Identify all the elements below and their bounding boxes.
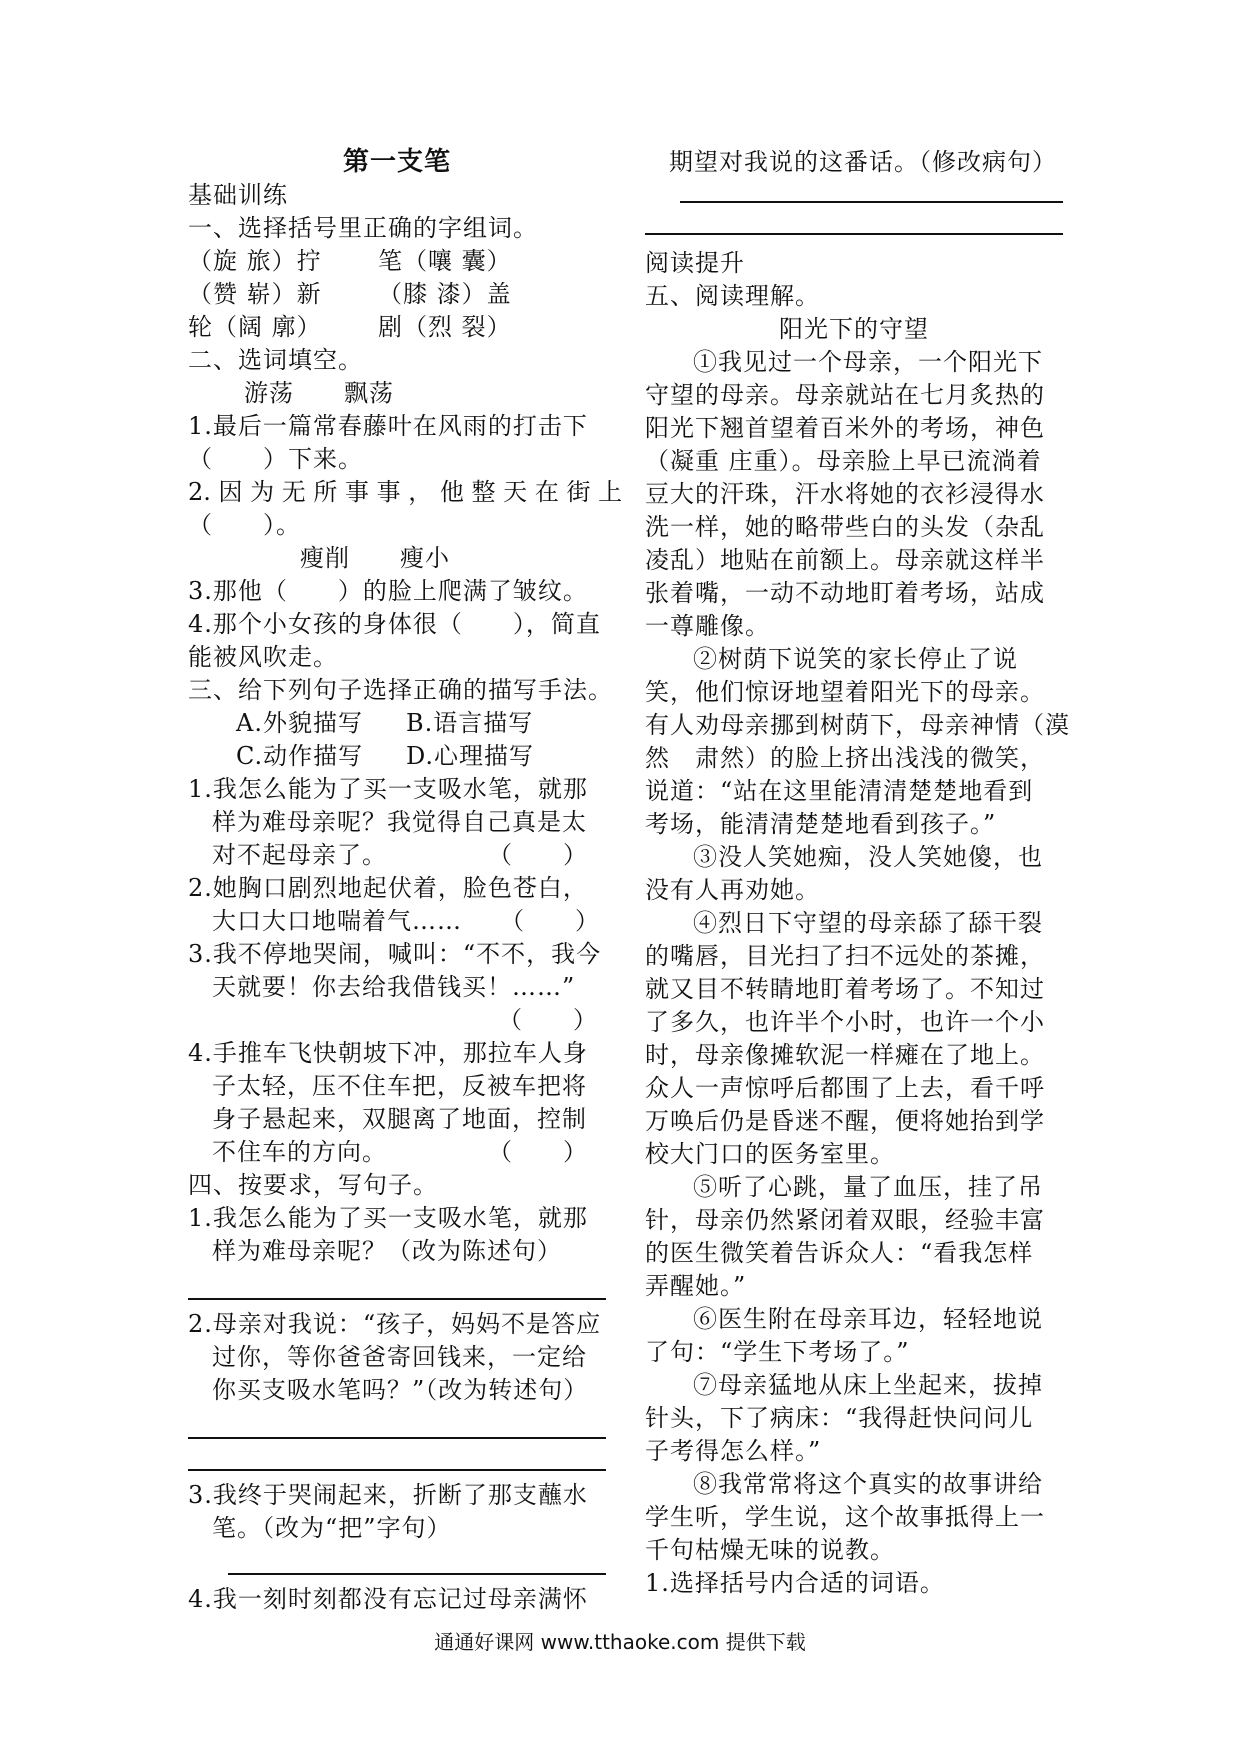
q1-heading: 一、选择括号里正确的字组词。	[188, 214, 538, 242]
q3-item-1-line-3: 对不起母亲了。 （ ）	[212, 841, 588, 869]
q2-word-bank-2: 瘦削 瘦小	[300, 544, 450, 572]
paragraph-line: 笑，他们惊讶地望着阳光下的母亲。	[645, 678, 1045, 706]
paragraph-line: 众人一声惊呼后都围了上去，看千呼	[645, 1074, 1045, 1102]
q1-row	[188, 311, 606, 344]
q4-heading: 四、按要求，写句子。	[188, 1171, 438, 1199]
paragraph-line: 时，母亲像摊软泥一样瘫在了地上。	[645, 1041, 1045, 1069]
q1-row	[188, 278, 606, 311]
q1-item: 笔（嚷 囊）	[378, 247, 512, 275]
paragraph-line: 的医生微笑着告诉众人：“看我怎样	[645, 1239, 1034, 1267]
paragraph-line: 千句枯燥无味的说教。	[645, 1536, 895, 1564]
paragraph-line: 了句：“学生下考场了。”	[645, 1338, 910, 1366]
paragraph-line: 有人劝母亲挪到树荫下，母亲神情（漠	[645, 711, 1070, 739]
q2-heading: 二、选词填空。	[188, 346, 363, 374]
paragraph-line: 守望的母亲。母亲就站在七月炙热的	[645, 381, 1045, 409]
q1-item: （赞 崭）新	[188, 280, 322, 308]
q3-option-b: B.语言描写	[406, 709, 534, 737]
paragraph-line: 洗一样，她的略带些白的头发（杂乱	[645, 513, 1045, 541]
q3-item-3-answer-paren: （ ）	[498, 1006, 598, 1034]
q3-item-2-line-1: 2.她胸口剧烈地起伏着，脸色苍白，	[188, 874, 588, 902]
q2-item-2-line-1: 2. 因 为 无 所 事 事 ， 他 整 天 在 街 上	[188, 478, 623, 506]
story-title: 阳光下的守望	[779, 315, 929, 343]
q3-item-1-line-2: 样为难母亲呢？我觉得自己真是太	[212, 808, 587, 836]
paragraph-line: 学生听，学生说，这个故事抵得上一	[645, 1503, 1045, 1531]
paragraph-line: 了多久，也许半个小时，也许一个小	[645, 1008, 1045, 1036]
paragraph-line: ⑧我常常将这个真实的故事讲给	[693, 1470, 1043, 1498]
q4-item-2-line-2: 过你，等你爸爸寄回钱来，一定给	[212, 1343, 587, 1371]
q3-options-row-1	[188, 707, 606, 740]
q5-heading: 五、阅读理解。	[645, 282, 820, 310]
q3-item-4-line-1: 4.手推车飞快朝坡下冲，那拉车人身	[188, 1039, 588, 1067]
section-reading-heading: 阅读提升	[645, 249, 745, 277]
paragraph-line: ⑤听了心跳，量了血压，挂了吊	[693, 1173, 1043, 1201]
paragraph-line: 校大门口的医务室里。	[645, 1140, 895, 1168]
q4-item-4-continued: 期望对我说的这番话。（修改病句）	[669, 148, 1057, 176]
paragraph-line: 的嘴唇，目光扫了扫不远处的茶摊，	[645, 942, 1045, 970]
q4-item-4-line-1: 4.我一刻时刻都没有忘记过母亲满怀	[188, 1585, 588, 1613]
q2-item-4-line-2: 能被风吹走。	[188, 643, 338, 671]
q3-item-3-line-1: 3.我不停地哭闹，喊叫：“不不，我今	[188, 940, 602, 968]
paragraph-line: 一尊雕像。	[645, 612, 770, 640]
paragraph-line: 子考得怎么样。”	[645, 1437, 822, 1465]
paragraph-line: ③没人笑她痴，没人笑她傻，也	[693, 843, 1043, 871]
q3-option-c: C.动作描写	[236, 742, 364, 770]
paragraph-line: 张着嘴，一动不动地盯着考场，站成	[645, 579, 1045, 607]
paragraph-line: 阳光下翘首望着百米外的考场，神色	[645, 414, 1045, 442]
q4-item-3-line-1: 3.我终于哭闹起来，折断了那支蘸水	[188, 1481, 588, 1509]
paragraph-line: 没有人再劝她。	[645, 876, 820, 904]
paragraph-line: ⑦母亲猛地从床上坐起来，拔掉	[693, 1371, 1043, 1399]
q1-item: （旋 旅）拧	[188, 247, 322, 275]
q4-item-1-line-1: 1.我怎么能为了买一支吸水笔，就那	[188, 1204, 588, 1232]
q3-option-d: D.心理描写	[406, 742, 535, 770]
paragraph-line: 就又目不转睛地盯着考场了。不知过	[645, 975, 1045, 1003]
paragraph-line: ①我见过一个母亲，一个阳光下	[693, 348, 1043, 376]
q2-item-1-line-1: 1.最后一篇常春藤叶在风雨的打击下	[188, 412, 588, 440]
q1-item: （膝 漆）盖	[378, 280, 512, 308]
paragraph-line: ⑥医生附在母亲耳边，轻轻地说	[693, 1305, 1043, 1333]
q3-item-3-line-2: 天就要！你去给我借钱买！……”	[212, 973, 576, 1001]
q3-heading: 三、给下列句子选择正确的描写手法。	[188, 676, 613, 704]
paragraph-line: ④烈日下守望的母亲舔了舔干裂	[693, 909, 1043, 937]
paragraph-line: 豆大的汗珠，汗水将她的衣衫浸得水	[645, 480, 1045, 508]
q2-word-bank-1: 游荡 飘荡	[244, 379, 394, 407]
q3-option-a: A.外貌描写	[236, 709, 363, 737]
q2-item-4-line-1: 4.那个小女孩的身体很（ ），简直	[188, 610, 601, 638]
q4-item-1-line-2: 样为难母亲呢？（改为陈述句）	[212, 1237, 562, 1265]
q1-item: 剧（烈 裂）	[378, 313, 512, 341]
paragraph-line: （凝重 庄重）。母亲脸上早已流淌着	[645, 447, 1042, 475]
right-column	[645, 146, 1070, 1600]
left-column	[188, 146, 623, 1616]
paragraph-line: 针头，下了病床：“我得赶快问问儿	[645, 1404, 1034, 1432]
q2-item-2-line-2: （ ）。	[188, 511, 301, 539]
q3-item-4-line-2: 子太轻，压不住车把，反被车把将	[212, 1072, 587, 1100]
q3-item-4-line-4: 不住车的方向。 （ ）	[212, 1138, 588, 1166]
q2-item-3: 3.那他（ ）的脸上爬满了皱纹。	[188, 577, 588, 605]
paragraph-line: 针，母亲仍然紧闭着双眼，经验丰富	[645, 1206, 1045, 1234]
q2-item-1-line-2: （ ）下来。	[188, 445, 363, 473]
q4-item-3-line-2: 笔。（改为“把”字句）	[212, 1514, 452, 1542]
page-title: 第一支笔	[342, 147, 451, 177]
paragraph-line: 弄醒她。”	[645, 1272, 747, 1300]
paragraph-line: 说道：“站在这里能清清楚楚地看到	[645, 777, 1034, 805]
q3-item-4-line-3: 身子悬起来，双腿离了地面，控制	[212, 1105, 587, 1133]
paragraph-line: 凌乱）地贴在前额上。母亲就这样半	[645, 546, 1045, 574]
q4-item-2-line-1: 2.母亲对我说：“孩子，妈妈不是答应	[188, 1310, 602, 1338]
q1-row	[188, 245, 606, 278]
paragraph-line: ②树荫下说笑的家长停止了说	[693, 645, 1018, 673]
q1-item: 轮（阔 廓）	[188, 313, 322, 341]
q3-item-2-line-2: 大口大口地喘着气…… （ ）	[212, 907, 600, 935]
q3-options-row-2	[188, 740, 606, 773]
footer-download-note: 通通好课网 www.tthaoke.com 提供下载	[434, 1630, 806, 1654]
paragraph-line: 考场，能清清楚楚地看到孩子。”	[645, 810, 997, 838]
q3-item-1-line-1: 1.我怎么能为了买一支吸水笔，就那	[188, 775, 588, 803]
paragraph-line: 万唤后仍是昏迷不醒，便将她抬到学	[645, 1107, 1045, 1135]
q4-item-2-line-3: 你买支吸水笔吗？”（改为转述句）	[212, 1376, 589, 1404]
section-basic-heading: 基础训练	[188, 181, 288, 209]
paragraph-line: 然 肃然）的脸上挤出浅浅的微笑，	[645, 744, 1045, 772]
reading-question-1: 1.选择括号内合适的词语。	[645, 1569, 945, 1597]
